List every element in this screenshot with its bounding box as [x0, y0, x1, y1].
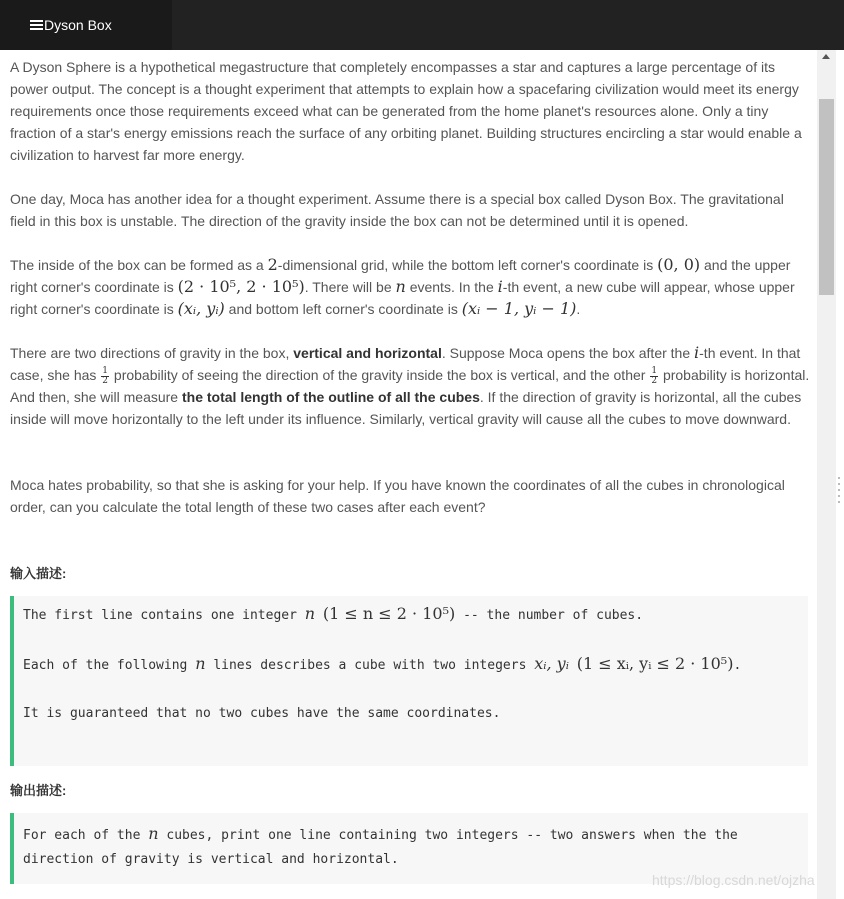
problem-content — [10, 50, 810, 899]
tab-title: Dyson Box — [44, 17, 112, 33]
input-line-2: Each of the following n lines describes a cube with two integers xᵢ, yᵢ (1 ≤ xᵢ, yᵢ ≤ 2 · 10⁵). — [23, 654, 742, 673]
fraction-half: $\frac{1}{2}$ — [102, 365, 109, 386]
input-description-box — [10, 596, 808, 766]
scrollbar-thumb[interactable] — [819, 99, 834, 295]
paragraph-story: One day, Moca has another idea for a thought experiment. Assume there is a special box called Dyson Box. The gravitational field in this box is unstable. The direction of the gravity inside the box can not be determined until it is opened. — [10, 191, 784, 229]
input-heading: 输入描述: — [10, 566, 67, 581]
input-line-3: It is guaranteed that no two cubes have the same coordinates. — [23, 706, 501, 721]
output-line-2: direction of gravity is vertical and horizontal. — [23, 852, 399, 867]
paragraph-gravity: There are two directions of gravity in the box, vertical and horizontal. Suppose Moca opens the box after the i-th event. In that case, she has $\frac{1}{2}$ probability of seeing the direction of the gravity inside the box is vertical, and the other $\frac{1}{2}$ probability is horizontal. And then, she will measure the total length of the outline of all the cubes. If the direction of gravity is horizontal, all the cubes inside will move horizontally to the left under its influence. Similarly, vertical gravity will cause all the cubes to move downward. — [10, 343, 810, 427]
tab-dyson-box[interactable] — [0, 0, 172, 50]
input-line-1: The first line contains one integer n (1 ≤ n ≤ 2 · 10⁵) -- the number of cubes. — [23, 604, 644, 623]
resize-grip-icon[interactable] — [838, 477, 840, 507]
fraction-half: $\frac{1}{2}$ — [651, 365, 658, 386]
watermark: https://blog.csdn.net/ojzha — [652, 872, 815, 888]
output-line-1: For each of the n cubes, print one line containing two integers -- two answers when the the — [23, 824, 738, 843]
paragraph-grid: The inside of the box can be formed as a 2-dimensional grid, while the bottom left corner's coordinate is (0, 0) and the upper right corner's coordinate is (2 · 10⁵, 2 · 10⁵). There will be n events. In the i-th event, a new cube will appear, whose upper right corner's coordinate is (xᵢ, yᵢ) and bottom left corner's coordinate is (xᵢ − 1, yᵢ − 1). — [10, 255, 795, 318]
output-heading: 输出描述: — [10, 783, 67, 798]
top-bar — [0, 0, 844, 50]
hamburger-menu-icon — [30, 18, 43, 32]
paragraph-question: Moca hates probability, so that she is asking for your help. If you have known the coordinates of all the cubes in chronological order, can you calculate the total length of these two cases after each event? — [10, 477, 785, 515]
scroll-up-arrow-icon[interactable] — [822, 54, 830, 59]
paragraph-intro: A Dyson Sphere is a hypothetical megastructure that completely encompasses a star and captures a large percentage of its power output. The concept is a thought experiment that attempts to explain how a spacefaring civilization would meet its energy requirements once those requirements exceed what can be generated from the home planet's resources alone. Only a tiny fraction of a star's energy emissions reach the surface of any orbiting planet. Building structures encircling a star would enable a civilization to harvest far more energy. — [10, 59, 802, 163]
